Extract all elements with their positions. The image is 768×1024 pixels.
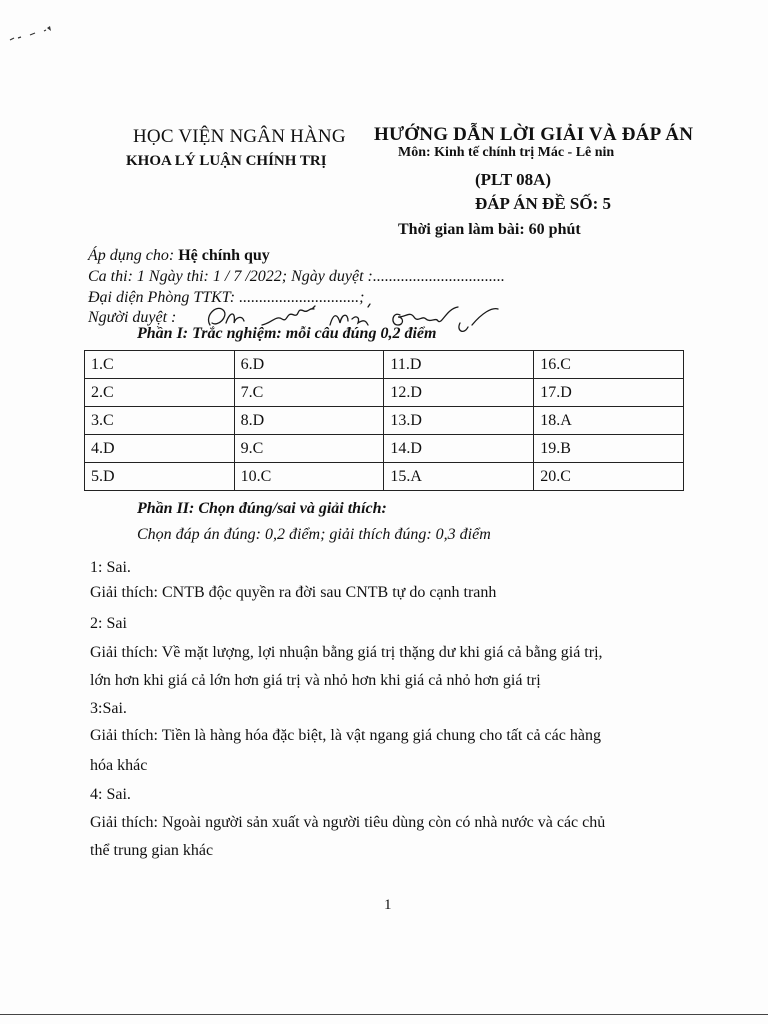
institution-name: HỌC VIỆN NGÂN HÀNG (133, 126, 346, 147)
answer-cell: 6.D (234, 351, 384, 379)
answer-cell: 10.C (234, 463, 384, 491)
page-bottom-edge (0, 1014, 768, 1015)
answer-cell: 19.B (534, 435, 684, 463)
answer-cell: 5.D (85, 463, 235, 491)
exam-number: ĐÁP ÁN ĐỀ SỐ: 5 (475, 194, 612, 213)
answer-cell: 18.A (534, 407, 684, 435)
explanation-line: Giải thích: CNTB độc quyền ra đời sau CNTB tự do cạnh tranh (90, 584, 497, 601)
explanation-line: lớn hơn khi giá cả lớn hơn giá trị và nhỏ hơn khi giá cả nhỏ hơn giá trị (90, 672, 541, 689)
table-row (85, 435, 684, 463)
explanation-line: hóa khác (90, 757, 148, 774)
approver-label: Người duyệt : (88, 309, 177, 326)
section2-title: Phần II: Chọn đúng/sai và giải thích: (137, 500, 387, 517)
section1-title: Phần I: Trắc nghiệm: mỗi câu đúng 0,2 điểm (137, 325, 437, 342)
answer-cell: 15.A (384, 463, 534, 491)
answer-cell: 14.D (384, 435, 534, 463)
explanation-line: Giải thích: Về mặt lượng, lợi nhuận bằng giá trị thặng dư khi giá cả bằng giá trị, (90, 644, 603, 661)
answer-cell: 12.D (384, 379, 534, 407)
explanation-line: Giải thích: Ngoài người sản xuất và người tiêu dùng còn có nhà nước và các chủ (90, 814, 606, 831)
answer-cell: 4.D (85, 435, 235, 463)
answer-cell: 3.C (85, 407, 235, 435)
answer-cell: 7.C (234, 379, 384, 407)
course-code: (PLT 08A) (475, 170, 552, 189)
answer-line: 3:Sai. (90, 700, 127, 717)
page-number: 1 (384, 897, 392, 913)
exam-duration: Thời gian làm bài: 60 phút (398, 221, 581, 238)
faculty-name: KHOA LÝ LUẬN CHÍNH TRỊ (126, 153, 327, 169)
answer-cell: 16.C (534, 351, 684, 379)
answer-key-table (84, 350, 684, 491)
answer-cell: 20.C (534, 463, 684, 491)
section2-scoring: Chọn đáp án đúng: 0,2 điểm; giải thích đúng: 0,3 điểm (137, 526, 491, 543)
explanation-line: Giải thích: Tiền là hàng hóa đặc biệt, là vật ngang giá chung cho tất cả các hàng (90, 727, 601, 744)
apply-line (88, 247, 270, 265)
answer-cell: 11.D (384, 351, 534, 379)
session-line: Ca thi: 1 Ngày thi: 1 / 7 /2022; Ngày duyệt :................................. (88, 268, 505, 285)
table-row (85, 379, 684, 407)
answer-cell: 9.C (234, 435, 384, 463)
answer-cell: 13.D (384, 407, 534, 435)
answer-cell: 17.D (534, 379, 684, 407)
table-row (85, 463, 684, 491)
scan-mark (0, 0, 80, 50)
answer-cell: 8.D (234, 407, 384, 435)
answer-line: 2: Sai (90, 615, 127, 632)
answer-line: 1: Sai. (90, 559, 131, 576)
apply-label: Áp dụng cho: (88, 247, 179, 264)
answer-line: 4: Sai. (90, 786, 131, 803)
table-row (85, 351, 684, 379)
apply-value: Hệ chính quy (178, 247, 270, 264)
table-row (85, 407, 684, 435)
explanation-line: thể trung gian khác (90, 842, 214, 859)
answer-cell: 2.C (85, 379, 235, 407)
answer-cell: 1.C (85, 351, 235, 379)
document-title: HƯỚNG DẪN LỜI GIẢI VÀ ĐÁP ÁN (374, 124, 694, 145)
department-line: Đại diện Phòng TTKT: ..............................; (88, 289, 365, 306)
subject-line: Môn: Kinh tế chính trị Mác - Lê nin (398, 145, 615, 160)
